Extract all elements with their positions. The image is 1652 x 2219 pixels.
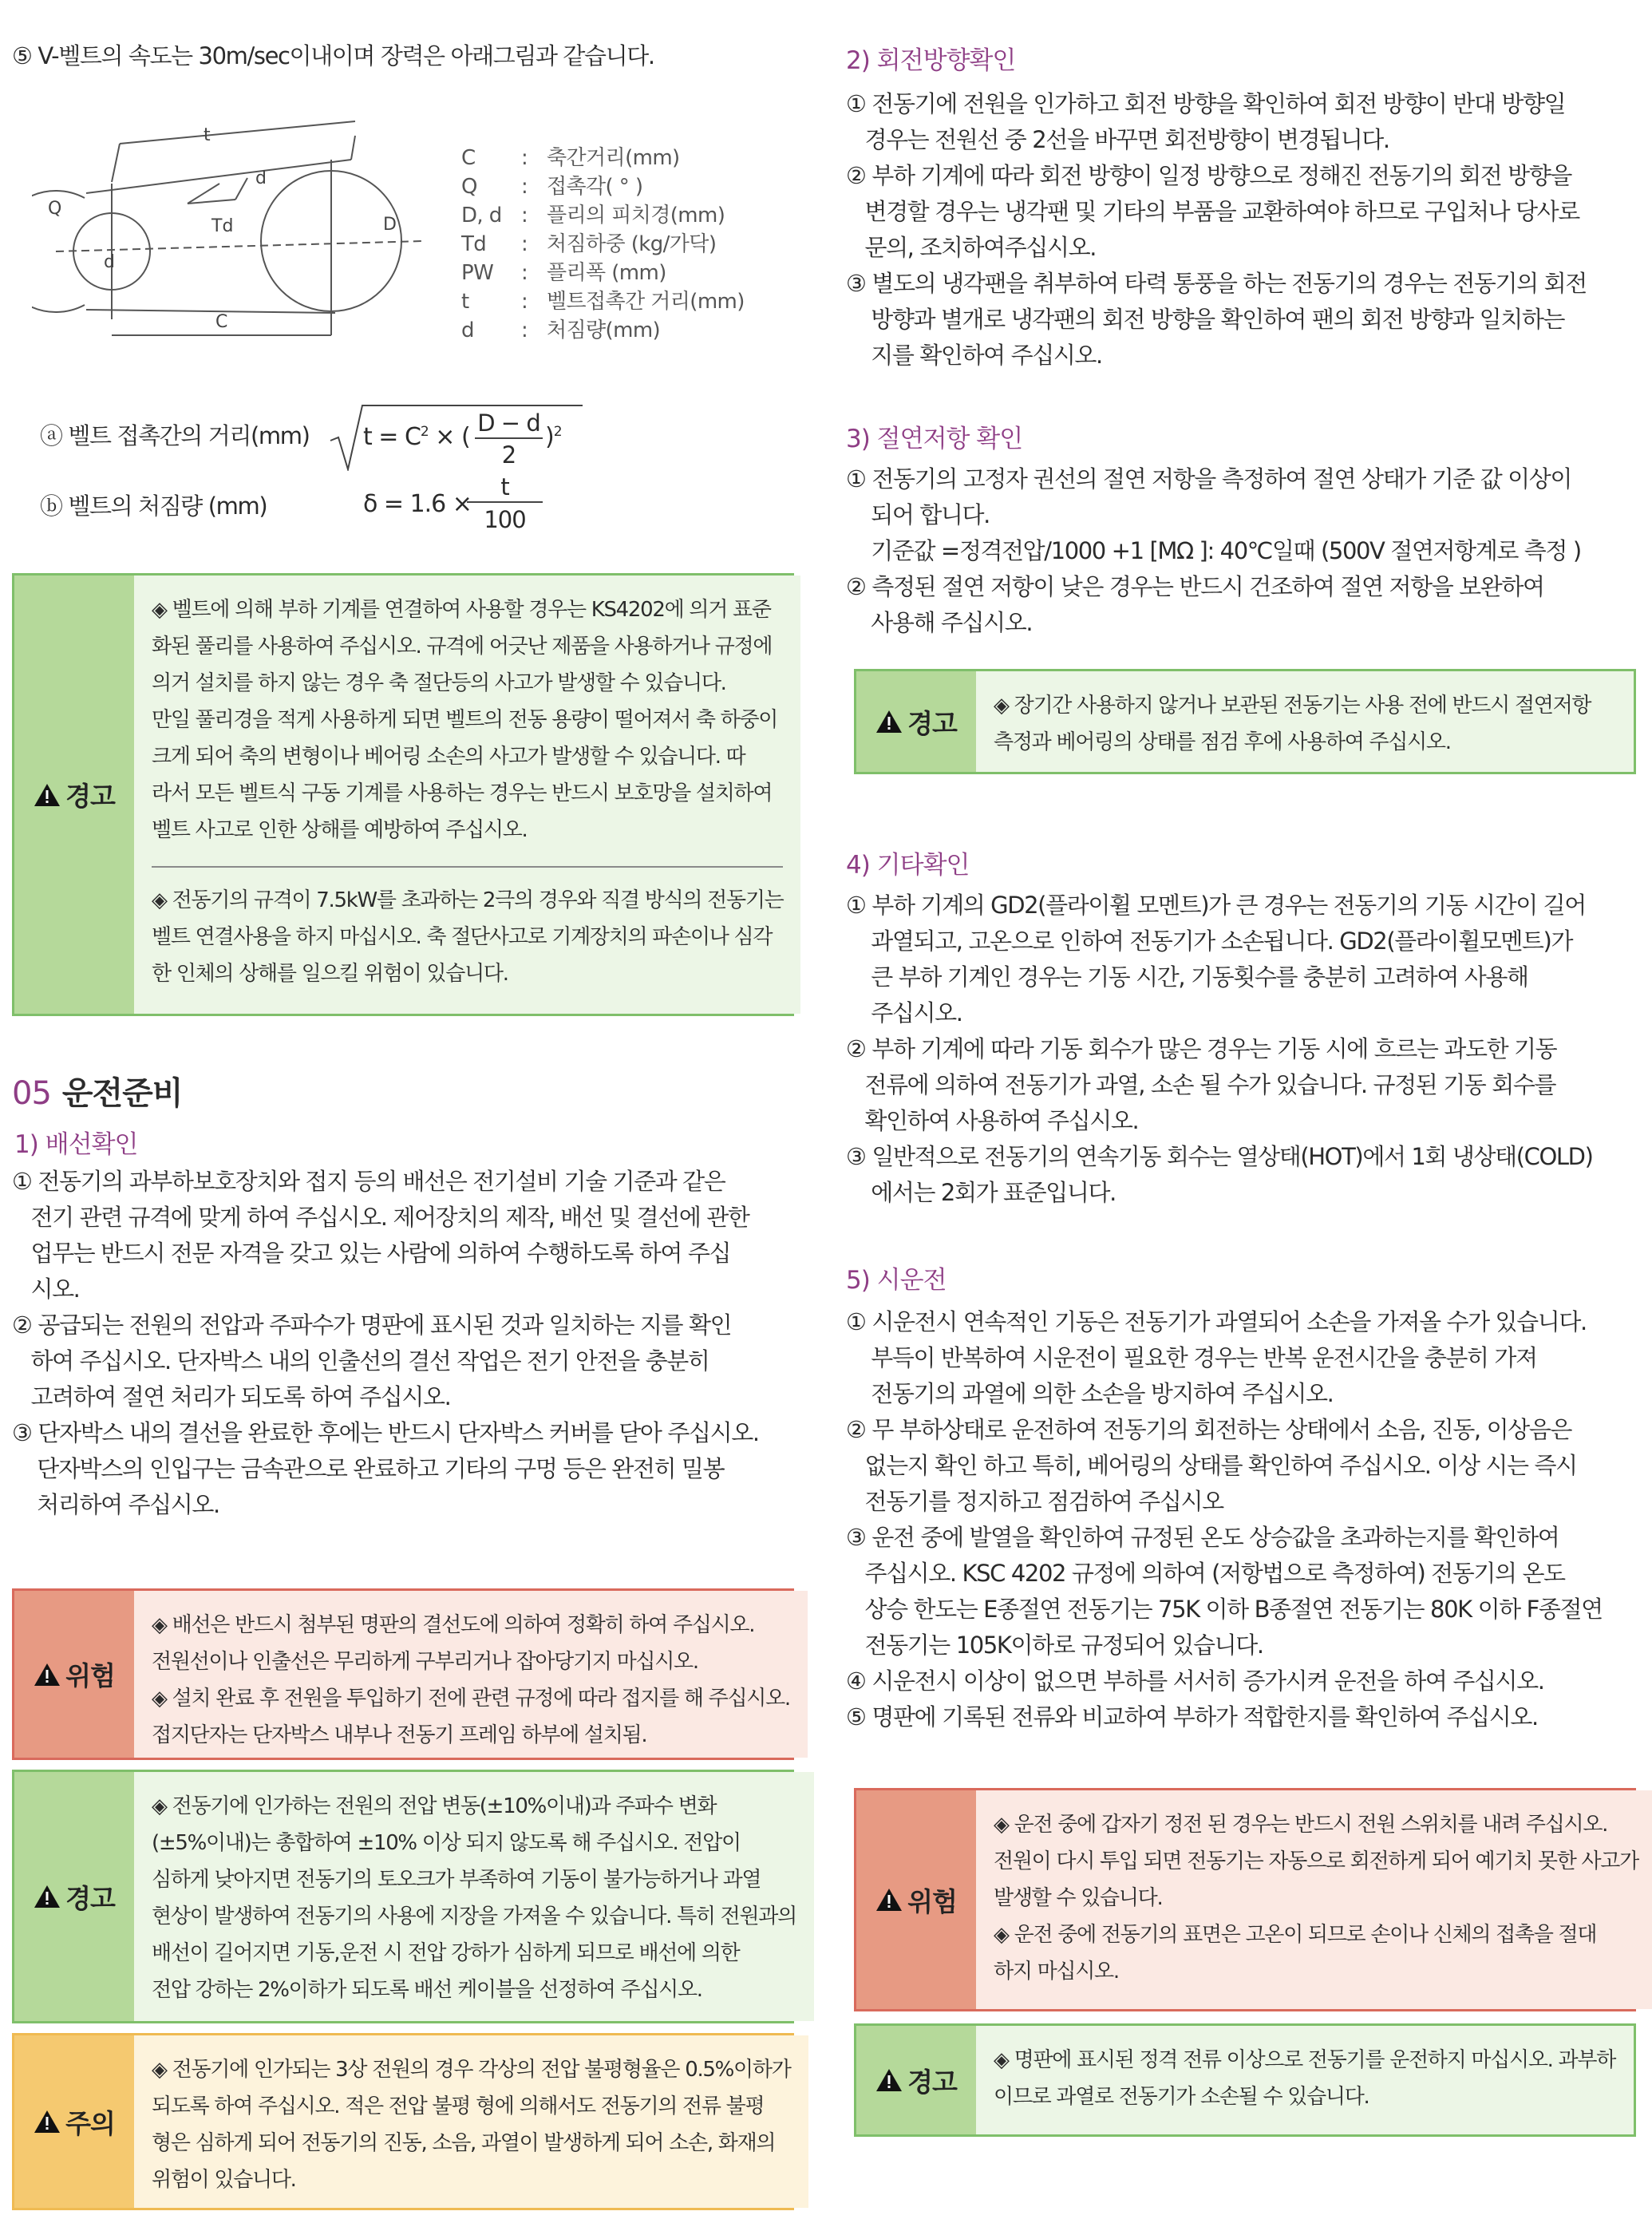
diagram-label-big-d: D: [383, 215, 397, 235]
text-line: ③ 운전 중에 발열을 확인하여 규정된 온도 상승값을 초과하는지를 확인하여: [846, 1524, 1559, 1551]
text-line: 하지 마십시오.: [994, 1960, 1119, 1984]
trial-run-paragraph: [846, 1304, 1603, 1735]
legend-symbol: Td: [461, 232, 487, 256]
text-line: 없는지 확인 하고 특히, 베어링의 상태를 확인하여 주십시오. 이상 시는 즉시: [846, 1452, 1577, 1479]
insulation-paragraph: [846, 461, 1581, 641]
text-line: ① 전동기에 전원을 인가하고 회전 방향을 확인하여 회전 방향이 반대 방향일: [846, 90, 1566, 117]
warning-triangle-icon: [34, 1663, 61, 1687]
text-line: 처리하여 주십시오.: [12, 1491, 219, 1518]
text-line: ◈ 장기간 사용하지 않거나 보관된 전동기는 사용 전에 반드시 절연저항: [994, 694, 1591, 718]
text-line: 하여 주십시오. 단자박스 내의 인출선의 결선 작업은 전기 안전을 충분히: [12, 1347, 709, 1375]
text-line: ③ 별도의 냉각팬을 취부하여 타력 통풍을 하는 전동기의 경우는 전동기의 회전: [846, 270, 1587, 297]
legend-description: 플리폭 (mm): [547, 261, 666, 285]
warning-box-belt: [12, 573, 794, 1016]
text-line: 기준값 =정격전압/1000 +1 [MΩ ]: 40℃일때 (500V 절연저항계로 측정 ): [846, 537, 1581, 564]
text-line: ② 부하 기계에 따라 회전 방향이 일정 방향으로 정해진 전동기의 회전 방향을: [846, 162, 1572, 189]
formula-a-close: ): [545, 423, 554, 451]
diagram-label-c: C: [215, 312, 228, 332]
text-line: 라서 모든 벨트식 구동 기계를 사용하는 경우는 반드시 보호망을 설치하여: [152, 781, 773, 805]
warning-tag-label: 경고: [65, 781, 115, 812]
warning-tag-label: 경고: [65, 1882, 115, 1914]
text-line: 의거 설치를 하지 않는 경우 축 절단등의 사고가 발생할 수 있습니다.: [152, 671, 726, 695]
text-line: 업무는 반드시 전문 자격을 갖고 있는 사람에 의하여 수행하도록 하여 주십: [12, 1240, 731, 1267]
legend-symbol: d: [461, 318, 474, 342]
legend-symbol: t: [461, 290, 469, 314]
text-line: 형은 심하게 되어 전동기의 진동, 소음, 과열이 발생하게 되어 소손, 화재의: [152, 2131, 776, 2155]
formula-a-sup2: 2: [553, 424, 562, 440]
text-line: 측정과 베어링의 상태를 점검 후에 사용하여 주십시오.: [994, 730, 1451, 754]
text-line: ① 전동기의 과부하보호장치와 접지 등의 배선은 전기설비 기술 기준과 같은: [12, 1168, 725, 1195]
text-line: 과열되고, 고온으로 인하여 전동기가 소손됩니다. GD2(플라이휠모멘트)가: [846, 928, 1573, 955]
rotation-paragraph: [846, 86, 1587, 374]
text-line: 시오.: [12, 1276, 80, 1303]
warning-triangle-icon: [875, 1888, 903, 1912]
section-05-label: 운전준비: [61, 1075, 183, 1112]
caution-tag-label: 주의: [65, 2107, 115, 2139]
text-line: 전동기는 105K이하로 규정되어 있습니다.: [846, 1632, 1263, 1659]
diagram-legend: [461, 144, 745, 345]
subsection-other-title: 4) 기타확인: [846, 851, 970, 880]
diagram-label-t: t: [204, 125, 211, 145]
formula-b-num: t: [467, 473, 543, 503]
legend-colon: :: [521, 146, 528, 170]
text-line: ⑤ 명판에 기록된 전류와 비교하여 부하가 적합한지를 확인하여 주십시오.: [846, 1703, 1538, 1731]
text-line: 변경할 경우는 냉각팬 및 기타의 부품을 교환하여야 하므로 구입처나 당사로: [846, 198, 1579, 225]
danger-tag: [14, 1591, 134, 1758]
text-line: 이므로 과열로 전동기가 소손될 수 있습니다.: [994, 2085, 1369, 2109]
text-line: 전동기의 과열에 의한 소손을 방지하여 주십시오.: [846, 1380, 1334, 1407]
text-line: 화된 풀리를 사용하여 주십시오. 규격에 어긋난 제품을 사용하거나 규정에: [152, 635, 773, 659]
text-line: 에서는 2회가 표준입니다.: [846, 1179, 1116, 1206]
legend-colon: :: [521, 261, 528, 285]
text-line: 현상이 발생하여 전동기의 사용에 지장을 가져올 수 있습니다. 특히 전원과의: [152, 1905, 796, 1928]
danger-tag: [856, 1790, 976, 2009]
legend-row: [461, 172, 745, 201]
subsection-insulation-title: 3) 절연저항 확인: [846, 425, 1023, 453]
legend-symbol: Q: [461, 175, 477, 199]
text-line: ② 측정된 절연 저항이 낮은 경우는 반드시 건조하여 절연 저항을 보완하여: [846, 573, 1544, 600]
formula-a-frac: [475, 409, 543, 471]
text-line: ① 전동기의 고정자 권선의 절연 저항을 측정하여 절연 상태가 기준 값 이상이: [846, 465, 1572, 492]
text-line: 주십시오. KSC 4202 규정에 의하여 (저항법으로 측정하여) 전동기의 온도: [846, 1560, 1565, 1587]
warning-box-body: [134, 576, 800, 1014]
text-line: ② 부하 기계에 따라 기동 회수가 많은 경우는 기동 시에 흐르는 과도한 기동: [846, 1035, 1557, 1062]
formula-a-den: 2: [501, 441, 516, 469]
warning-box-body: [976, 671, 1634, 772]
text-line: 되어 합니다.: [846, 501, 990, 528]
text-line: 벨트 연결사용을 하지 마십시오. 축 절단사고로 기계장치의 파손이나 심각: [152, 925, 773, 949]
legend-colon: :: [521, 175, 528, 199]
diagram-label-small-d: d: [104, 252, 115, 272]
text-line: 접지단자는 단자박스 내부나 전동기 프레임 하부에 설치됨.: [152, 1723, 647, 1747]
text-line: ◈ 전동기에 인가되는 3상 전원의 경우 각상의 전압 불평형율은 0.5%이하가: [152, 2058, 791, 2082]
text-line: ③ 일반적으로 전동기의 연속기동 회수는 열상태(HOT)에서 1회 냉상태(COLD): [846, 1143, 1593, 1170]
warning-tag: [14, 576, 134, 1014]
text-line: 상승 한도는 E종절연 전동기는 75K 이하 B종절연 전동기는 80K 이하 F종절연: [846, 1596, 1603, 1623]
formula-a-label: ⓐ 벨트 접촉간의 거리(mm): [40, 422, 310, 449]
warning-tag: [856, 2026, 976, 2134]
legend-symbol: PW: [461, 261, 494, 285]
other-paragraph: [846, 888, 1593, 1211]
warning-box-body: [976, 2026, 1634, 2134]
text-line: (±5%이내)는 총합하여 ±10% 이상 되지 않도록 해 주십시오. 전압이: [152, 1831, 741, 1855]
caution-tag: [14, 2035, 134, 2208]
text-line: 경우는 전원선 중 2선을 바꾸면 회전방향이 변경됩니다.: [846, 126, 1389, 153]
warning-triangle-icon: [875, 710, 903, 734]
subsection-rotation-title: 2) 회전방향확인: [846, 46, 1016, 75]
warning-box-rated-current: [854, 2023, 1636, 2137]
text-line: 발생할 수 있습니다.: [994, 1886, 1163, 1910]
text-line: 확인하여 사용하여 주십시오.: [846, 1107, 1139, 1134]
warning-tag: [14, 1772, 134, 2021]
text-line: 전원이 다시 투입 되면 전동기는 자동으로 회전하게 되어 예기치 못한 사고가: [994, 1849, 1638, 1873]
diagram-label-q: Q: [48, 199, 62, 219]
text-line: 한 인체의 상해를 일으킬 위험이 있습니다.: [152, 962, 508, 986]
text-line: 전류에 의하여 전동기가 과열, 소손 될 수가 있습니다. 규정된 기동 회수를: [846, 1071, 1556, 1098]
section-05-title: [12, 1068, 182, 1113]
danger-box-body: [976, 1790, 1652, 2009]
warning-box-storage: [854, 669, 1636, 774]
formula-a-lhs: t = C: [363, 423, 421, 451]
text-line: ◈ 명판에 표시된 정격 전류 이상으로 전동기를 운전하지 마십시오. 과부하: [994, 2048, 1616, 2072]
text-line: 단자박스의 인입구는 금속관으로 완료하고 기타의 구멍 등은 완전히 밀봉: [12, 1455, 725, 1482]
legend-row: [461, 316, 745, 345]
text-line: ◈ 벨트에 의해 부하 기계를 연결하여 사용할 경우는 KS4202에 의거 표준: [152, 598, 771, 622]
text-line: 전압 강하는 2%이하가 되도록 배선 케이블을 선정하여 주십시오.: [152, 1978, 702, 2002]
text-line: 문의, 조치하여주십시오.: [846, 234, 1097, 261]
text-line: 지를 확인하여 주십시오.: [846, 342, 1102, 369]
formula-b-label: ⓑ 벨트의 처짐량 (mm): [40, 492, 267, 520]
text-line: ◈ 설치 완료 후 전원을 투입하기 전에 관련 규정에 따라 접지를 해 주십시오.: [152, 1687, 790, 1711]
diagram-label-td: Td: [211, 216, 234, 236]
danger-box-power-outage: [854, 1788, 1636, 2011]
danger-box-body: [134, 1591, 808, 1758]
text-line: ◈ 운전 중에 전동기의 표면은 고온이 되므로 손이나 신체의 접촉을 절대: [994, 1923, 1597, 1947]
legend-symbol: D, d: [461, 204, 502, 227]
legend-description: 접촉각( ° ): [547, 175, 643, 199]
text-line: ③ 단자박스 내의 결선을 완료한 후에는 반드시 단자박스 커버를 닫아 주십시오.: [12, 1419, 759, 1446]
formula-a-mid: × (: [428, 423, 470, 451]
caution-box-imbalance: [12, 2033, 794, 2210]
formula-a-sup: 2: [420, 424, 429, 440]
caution-box-body: [134, 2035, 808, 2208]
subsection-trial-run-title: 5) 시운전: [846, 1266, 947, 1295]
text-line: ◈ 운전 중에 갑자기 정전 된 경우는 반드시 전원 스위치를 내려 주십시오.: [994, 1813, 1608, 1837]
text-line: ① 시운전시 연속적인 기동은 전동기가 과열되어 소손을 가져올 수가 있습니다.: [846, 1308, 1587, 1335]
text-line: 심하게 낮아지면 전동기의 토오크가 부족하여 기동이 불가능하거나 과열: [152, 1868, 761, 1892]
text-line: 만일 풀리경을 적게 사용하게 되면 벨트의 전동 용량이 떨어져서 축 하중이: [152, 708, 778, 732]
text-line: ② 공급되는 전원의 전압과 주파수가 명판에 표시된 것과 일치하는 지를 확인: [12, 1311, 732, 1339]
text-line: 사용해 주십시오.: [846, 609, 1033, 636]
diagram-label-d: d: [255, 168, 267, 188]
section-05-number: 05: [12, 1075, 51, 1112]
warning-box-voltage: [12, 1770, 794, 2023]
item5-line: ⑤ V-벨트의 속도는 30m/sec이내이며 장력은 아래그림과 같습니다.: [12, 42, 654, 69]
text-line: ◈ 전동기에 인가하는 전원의 전압 변동(±10%이내)과 주파수 변화: [152, 1794, 717, 1818]
text-line: 큰 부하 기계인 경우는 기동 시간, 기동횟수를 충분히 고려하여 사용해: [846, 963, 1528, 991]
legend-colon: :: [521, 204, 528, 227]
formula-a-close-wrap: [545, 423, 562, 451]
danger-tag-label: 위험: [65, 1660, 115, 1691]
text-line: ◈ 전동기의 규격이 7.5kW를 초과하는 2극의 경우와 직결 방식의 전동기는: [152, 888, 784, 912]
legend-colon: :: [521, 318, 528, 342]
text-line: 방향과 별개로 냉각팬의 회전 방향을 확인하여 팬의 회전 방향과 일치하는: [846, 306, 1565, 333]
t-dimension-line: [120, 121, 355, 144]
warning-tag-label: 경고: [907, 2066, 957, 2098]
warning-triangle-icon: [875, 2068, 903, 2092]
legend-row: [461, 201, 745, 230]
legend-description: 처짐하중 (kg/가닥): [547, 232, 717, 256]
text-line: 위험이 있습니다.: [152, 2168, 296, 2192]
warning-tag: [856, 671, 976, 772]
legend-colon: :: [521, 290, 528, 314]
text-line: 크게 되어 축의 변형이나 베어링 소손의 사고가 발생할 수 있습니다. 따: [152, 745, 745, 769]
legend-symbol: C: [461, 146, 476, 170]
belt-top: [86, 160, 351, 193]
text-line: 고려하여 절연 처리가 되도록 하여 주십시오.: [12, 1383, 451, 1410]
legend-row: [461, 259, 745, 287]
text-line: 전원선이나 인출선은 무리하게 구부리거나 잡아당기지 마십시오.: [152, 1650, 698, 1674]
text-line: 전동기를 정지하고 점검하여 주십시오: [846, 1488, 1223, 1515]
text-line: 부득이 반복하여 시운전이 필요한 경우는 반복 운전시간을 충분히 가져: [846, 1344, 1537, 1371]
text-line: 되도록 하여 주십시오. 적은 전압 불평 형에 의해서도 전동기의 전류 불평: [152, 2094, 765, 2118]
warning-triangle-icon: [34, 2110, 61, 2134]
legend-row: [461, 287, 745, 316]
danger-box-wiring: [12, 1588, 794, 1760]
formula-b-den: 100: [484, 506, 526, 533]
formula-b-frac: [467, 473, 543, 536]
legend-description: 축간거리(mm): [547, 146, 680, 170]
danger-tag-label: 위험: [907, 1885, 957, 1917]
text-line: 벨트 사고로 인한 상해를 예방하여 주십시오.: [152, 818, 528, 842]
warning-box-body: [134, 1772, 814, 2021]
text-line: ◈ 배선은 반드시 첨부된 명판의 결선도에 의하여 정확히 하여 주십시오.: [152, 1613, 755, 1637]
warning-tag-label: 경고: [907, 707, 957, 739]
text-line: ② 무 부하상태로 운전하여 전동기의 회전하는 상태에서 소음, 진동, 이상음은: [846, 1416, 1572, 1443]
legend-colon: :: [521, 232, 528, 256]
text-line: ① 부하 기계의 GD2(플라이휠 모멘트)가 큰 경우는 전동기의 기동 시간이 길어: [846, 892, 1586, 919]
warning-triangle-icon: [34, 783, 61, 807]
warning-triangle-icon: [34, 1885, 61, 1908]
belt-bottom: [86, 310, 335, 313]
subsection-wiring-title: 1) 배선확인: [14, 1130, 138, 1159]
formula-b-lhs: δ = 1.6 ×: [363, 490, 472, 518]
legend-description: 처짐량(mm): [547, 318, 661, 342]
wiring-paragraph: [12, 1164, 759, 1523]
legend-row: [461, 144, 745, 172]
legend-description: 플리의 피치경(mm): [547, 204, 725, 227]
formula-a-num: D − d: [475, 409, 543, 439]
text-line: 전기 관련 규격에 맞게 하여 주십시오. 제어장치의 제작, 배선 및 결선에 관한: [12, 1204, 749, 1231]
text-line: ④ 시운전시 이상이 없으면 부하를 서서히 증가시켜 운전을 하여 주십시오.: [846, 1667, 1544, 1695]
legend-row: [461, 230, 745, 259]
legend-description: 벨트접촉간 거리(mm): [547, 290, 745, 314]
pulley-diagram: [32, 112, 463, 375]
text-line: 주십시오.: [846, 999, 962, 1026]
warning-divider: [152, 866, 783, 868]
formula-a: [363, 423, 470, 451]
text-line: 배선이 길어지면 기동,운전 시 전압 강하가 심하게 되므로 배선에 의한: [152, 1941, 740, 1965]
